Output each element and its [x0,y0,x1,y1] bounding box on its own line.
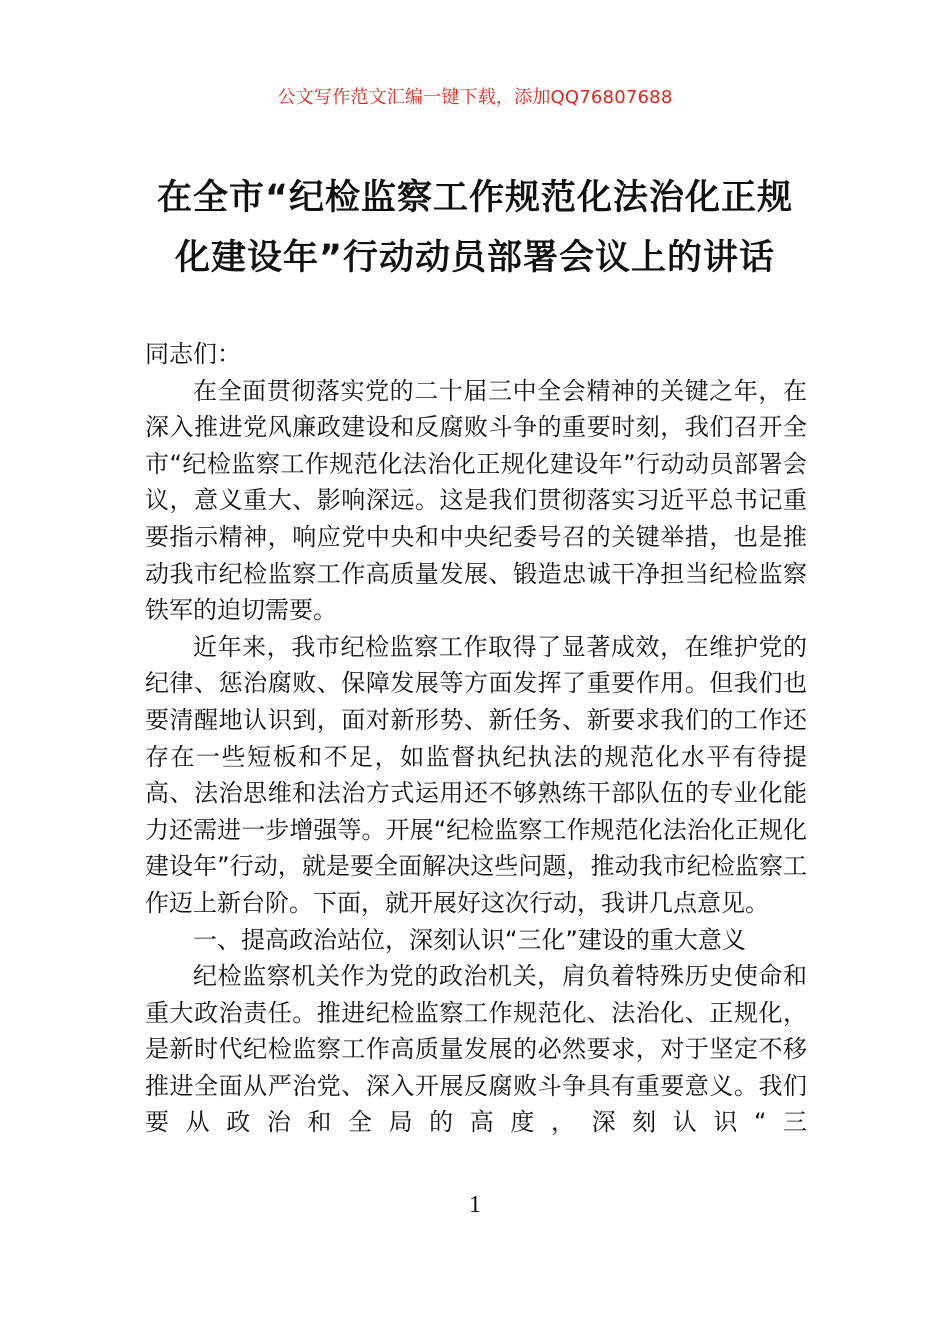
download-notice: 公文写作范文汇编一键下载，添加QQ76807688 [277,87,673,108]
paragraph-section-1: 纪检监察机关作为党的政治机关，肩负着特殊历史使命和重大政治责任。推进纪检监察工作规范化、法治化、正规化，是新时代纪检监察工作高质量发展的必然要求，对于坚定不移推进全面从严治党、深入开展反腐败斗争具有重要意义。我们要从政治和全局的高度，深刻认识“三 [145,962,807,1137]
page-number: 1 [469,1192,481,1218]
salutation: 同志们： [145,340,241,368]
document-body [145,336,807,1141]
paragraph-opening: 在全面贯彻落实党的二十届三中全会精神的关键之年，在深入推进党风廉政建设和反腐败斗争的重要时刻，我们召开全市“纪检监察工作规范化法治化正规化建设年”行动动员部署会议，意义重大、影响深远。这是我们贯彻落实习近平总书记重要指示精神，响应党中央和中央纪委号召的关键举措，也是推动我市纪检监察工作高质量发展、锻造忠诚干净担当纪检监察铁军的迫切需要。 [145,376,807,625]
document-title [140,168,810,288]
title-line-2: 化建设年”行动动员部署会议上的讲话 [174,238,775,278]
section-heading-1: 一、提高政治站位，深刻认识“三化”建设的重大意义 [193,925,746,954]
title-line-1: 在全市“纪检监察工作规范化法治化正规 [156,178,793,218]
paragraph-background: 近年来，我市纪检监察工作取得了显著成效，在维护党的纪律、惩治腐败、保障发展等方面发挥了重要作用。但我们也要清醒地认识到，面对新形势、新任务、新要求我们的工作还存在一些短板和不足，如监督执纪执法的规范化水平有待提高、法治思维和法治方式运用还不够熟练干部队伍的专业化能力还需进一步增强等。开展“纪检监察工作规范化法治化正规化建设年”行动，就是要全面解决这些问题，推动我市纪检监察工作迈上新台阶。下面，就开展好这次行动，我讲几点意见。 [145,632,807,917]
